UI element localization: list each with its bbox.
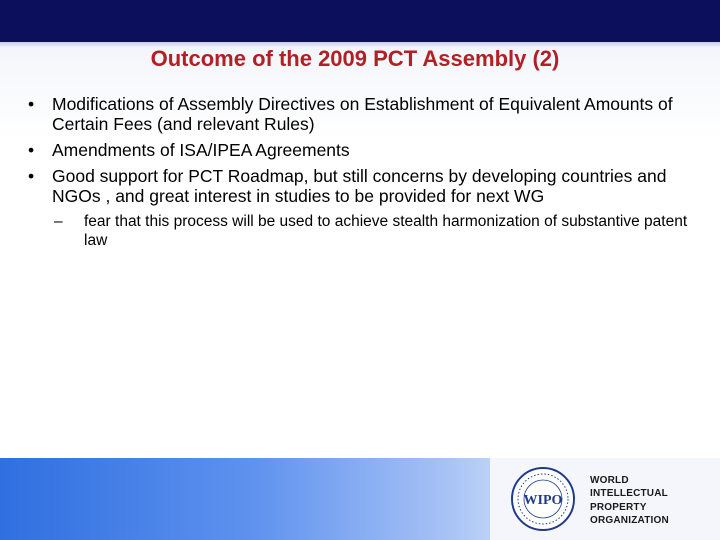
sub-bullet-item bbox=[54, 212, 698, 250]
org-line: INTELLECTUAL bbox=[590, 488, 668, 500]
bullet-item bbox=[28, 166, 698, 206]
slide-title: Outcome of the 2009 PCT Assembly (2) bbox=[150, 46, 560, 71]
wipo-logo-icon bbox=[510, 466, 576, 532]
bullet-marker: • bbox=[28, 166, 35, 186]
bullet-text: Good support for PCT Roadmap, but still concerns by developing countries and NGOs , and great interest in studies to be provided for next WG bbox=[52, 166, 667, 206]
slide-content bbox=[28, 94, 698, 250]
bullet-marker: • bbox=[28, 140, 35, 160]
bullet-text: Amendments of ISA/IPEA Agreements bbox=[52, 140, 350, 160]
org-line: ORGANIZATION bbox=[590, 514, 669, 526]
organization-name bbox=[590, 474, 669, 527]
sub-bullet-marker: – bbox=[54, 213, 63, 230]
bullet-item bbox=[28, 140, 698, 160]
logo-text: WIPO bbox=[523, 493, 563, 508]
bullet-text: Modifications of Assembly Directives on Establishment of Equivalent Amounts of Certain Fees (and relevant Rules) bbox=[52, 94, 673, 134]
top-bar bbox=[0, 0, 720, 42]
sub-bullet-text: fear that this process will be used to achieve stealth harmonization of substantive patent law bbox=[84, 213, 688, 249]
bullet-marker: • bbox=[28, 94, 35, 114]
bullet-item bbox=[28, 94, 698, 134]
org-line: PROPERTY bbox=[590, 501, 647, 513]
org-line: WORLD bbox=[590, 475, 629, 486]
